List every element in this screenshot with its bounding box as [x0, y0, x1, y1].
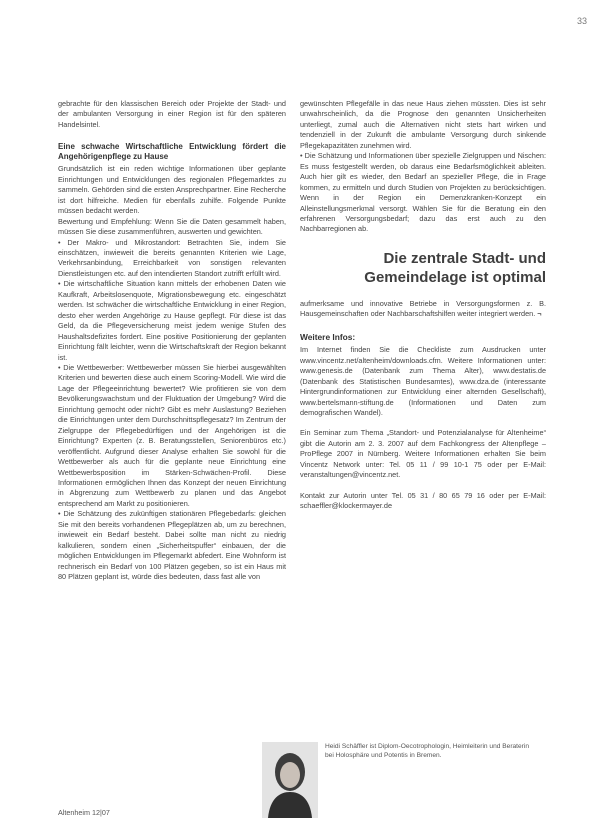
bullet-item: • Die Wettbewerber: Wettbewerber müssen Sie hierbei ausgewählten Kriterien und bewerten diese auch einem Scoring-Modell. Wie wird die Lage der Pflegeeinrichtung bewertet? Wie profitieren sie von dem Bevölkerungswachstum und der Fluktuation der Umgebung? Wird die Einrichtung gemocht oder nicht? Gibt es mehr Auslastung? Beziehen die Einrichtungen unter dem Durchschnittspflegesatz? Im Zentrum der Zielgruppe der Pflegebedürftigen und der Angehörigen ist die Einrichtung? Experten (z. B. Beratungsstellen, Seniorenbüros etc.) veröffentlicht. Aufgrund dieser Analyse erhalten Sie sowohl für die Wettbewerber als auch für die geplante neue Einrichtung eine Wettbewerbsposition im Stärken-Schwächen-Profil. Diese Informationen ermöglichen Ihnen das Konzept der neuen Einrichtung in Abgrenzung zum Wettbewerb zu planen und das Angebot entsprechend am Markt zu positionieren.: [58, 362, 286, 508]
paragraph: Bewertung und Empfehlung: Wenn Sie die Daten gesammelt haben, müssen Sie diese zusammenführen, auswerten und gewichten.: [58, 216, 286, 237]
section-heading: Eine schwache Wirtschaftliche Entwicklung fördert die Angehörigenpflege zu Hause: [58, 142, 286, 162]
author-box: [262, 742, 542, 818]
pull-quote-line: Die zentrale Stadt- und: [383, 249, 546, 267]
contact-text: Kontakt zur Autorin unter Tel. 05 31 / 80 65 79 16 oder per E-Mail: schaeffler@klockermayer.de: [300, 490, 546, 511]
end-mark: ¬: [537, 309, 542, 319]
bullet-item: • Der Makro- und Mikrostandort: Betrachten Sie, indem Sie einschätzen, inwieweit die bereits genannten Kriterien wie Lage, Verkehrsanbindung, Erreichbarkeit von sonstigen relevanten Dienstleistungen etc. auf den intendierten Standort zutrifft erfüllt wird.: [58, 237, 286, 278]
info-title: Weitere Infos:: [300, 331, 356, 342]
seminar-text: Ein Seminar zum Thema „Standort- und Potenzialanalyse für Altenheime“ gibt die Autorin am 2. 3. 2007 auf dem Fachkongress der Altenpflege – ProPflege 2007 in Nürnberg. Weitere Informationen erhalten Sie beim Vincentz Network unter: Tel. 05 11 / 99 10-1 75 oder per E-Mail: veranstaltungen@vincentz.net.: [300, 428, 546, 480]
pull-quote: [300, 249, 546, 287]
bullet-item: • Die wirtschaftliche Situation kann mittels der erhobenen Daten wie Kaufkraft, Arbeitslosenquote, Migrationsbewegung etc. eingeschätzt werden. Ist schwächer die wirtschaftliche Entwicklung in einer Region, desto eher werden Angehörige zu Hause gepflegt. Für diese ist das Geld, da die Pflegeversicherung meist jedem wenige Stufen des Haushaltsdefizites fordert. Eine positive Positionierung der geplanten Einrichtung fällt leichter, wenn die Wirtschaftskraft der Region bekannt ist.: [58, 279, 286, 362]
right-column: [300, 99, 546, 512]
paragraph: [300, 299, 546, 320]
info-text: Im Internet finden Sie die Checkliste zum Ausdrucken unter www.vincentz.net/altenheim/downloads.cfm. Weitere Informationen unter: www.genesis.de (Datenbank zum Thema Alter), www.destatis.de (Datenbank des Statistischen Bundesamtes), www.dza.de (interessante Hintergrundinformationen zur Entwicklung einer alternden Gesellschaft), www.bertelsmann-stiftung.de (Informationen und Daten zum demografischen Wandel).: [300, 345, 546, 417]
author-caption: Heidi Schäffler ist Diplom-Oecotrophologin, Heimleiterin und Beraterin bei Holosphäre und Potentis in Bremen.: [325, 743, 530, 760]
bullet-item: • Die Schätzung und Informationen über spezielle Zielgruppen und Nischen: Es muss festgestellt werden, ob daraus eine Bedarfsmöglichkeit ableiten. Auch hier gilt es wieder, den Bedarf an spezieller Pflege, die in Frage kommen, zu ermitteln und durch Studien von Projekten zu berücksichtigen. Wenn in der Region ein Demenzkranken-Konzept ein Alleinstellungsmerkmal versorgt. Wählen Sie für die Beratung ein den erfahrenen Versorgungsbedarf; dazu das erst auch zu den Nachbarregionen ab.: [300, 151, 546, 234]
left-column: [58, 99, 286, 582]
footer: Altenheim 12|07: [58, 808, 110, 817]
paragraph: gewünschten Pflegefälle in das neue Haus ziehen müssten. Dies ist sehr unwahrscheinlich, da die Prognose den genannten Unsicherheiten unterliegt, zumal auch die Alternativen nicht stets hart wirken und tendenziell in der Zukunft die ambulante Versorgung durch sinkende Pflegekapazitäten zunehmen wird.: [300, 99, 546, 150]
bullet-item: • Die Schätzung des zukünftigen stationären Pflegebedarfs: gleichen Sie mit den bereits vorhandenen Pflegeplätzen ab, um zu berechnen, inwieweit ein Bedarf besteht. Dabei sollte man nicht zu niedrig kalkulieren, sondern einen „Sicherheitspuffer“ einbauen, der die möglichen Entwicklungen im Pflegemarkt abfedert. Eine Wohnform ist rechnerisch ein Bedarf von 100 Plätzen gegeben, so ist ein Haus mit 80 Plätzen geplant ist, würde dies bedeuten, dass fast alle von: [58, 509, 286, 582]
paragraph: Grundsätzlich ist ein reden wichtige Informationen über geplante Einrichtungen und Entwicklungen des regionalen Pflegemarktes zu sammeln. Gehörden sind die ersten Ansprechpartner. Eine Recherche ist dort hilfreiche. Medien für ebenfalls zuhilfe. Folgende Punkte müssen bedacht werden.: [58, 164, 286, 216]
pull-quote-line: Gemeindelage ist optimal: [364, 268, 546, 286]
author-portrait-icon: [262, 742, 318, 818]
author-photo: [262, 742, 318, 818]
paragraph-text: aufmerksame und innovative Betriebe in Versorgungsformen z. B. Hausgemeinschaften oder Nachbarschaftshilfen weiter integriert werden.: [300, 298, 546, 319]
page-number: 33: [576, 16, 587, 26]
intro-paragraph: gebrachte für den klassischen Bereich oder Projekte der Stadt- und der ambulanten Versorgung in einer Region ist für den späteren Handelsintel.: [58, 99, 286, 129]
